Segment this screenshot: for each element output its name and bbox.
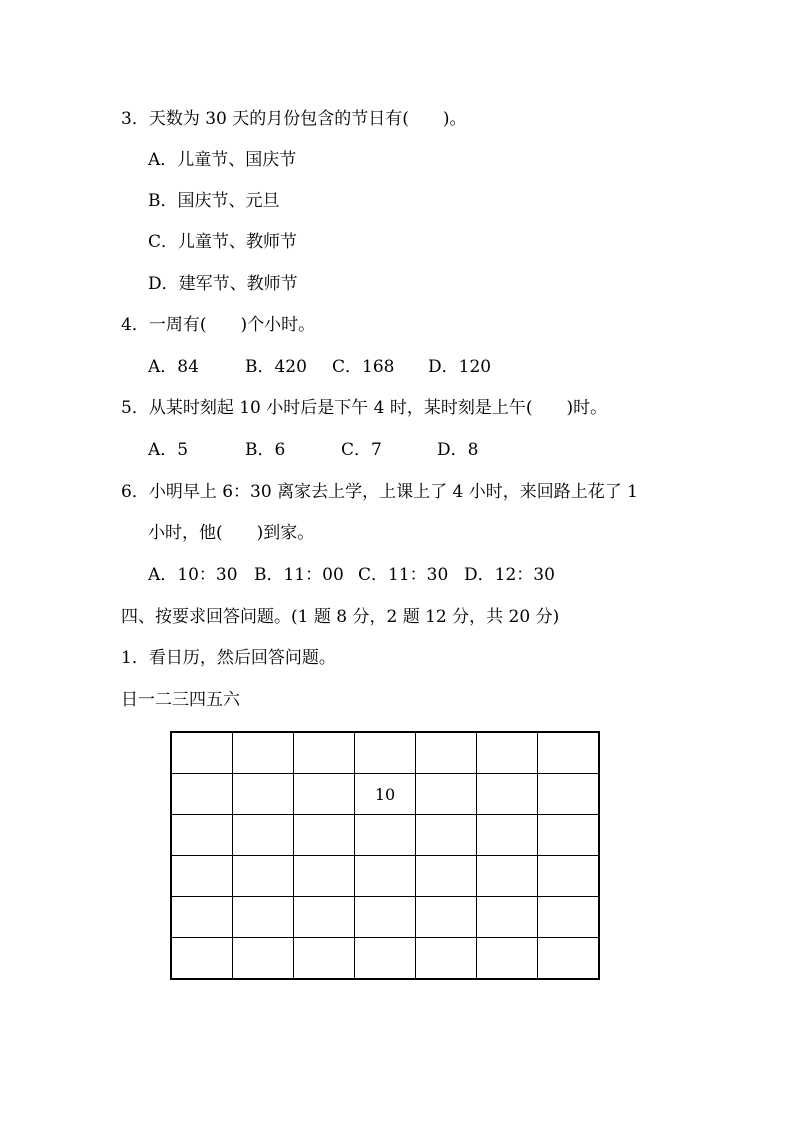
calendar-cell — [355, 732, 416, 774]
question-5-stem: 5．从某时刻起 10 小时后是下午 4 时，某时刻是上午( )时。 — [121, 398, 608, 418]
calendar-cell — [294, 732, 355, 774]
calendar-cell — [477, 732, 538, 774]
calendar-cell — [477, 856, 538, 897]
question-3-stem: 3．天数为 30 天的月份包含的节日有( )。 — [121, 109, 467, 129]
calendar-row — [171, 815, 599, 856]
question-6-option-a: A．10：30 — [148, 565, 238, 585]
calendar-cell-10: 10 — [355, 774, 416, 815]
calendar-row — [171, 732, 599, 774]
calendar-row — [171, 938, 599, 980]
question-4-option-a: A．84 — [148, 357, 199, 377]
calendar-cell — [233, 815, 294, 856]
calendar-cell — [171, 938, 233, 980]
calendar-cell — [538, 815, 600, 856]
calendar-row — [171, 856, 599, 897]
calendar-cell — [294, 897, 355, 938]
calendar-cell — [233, 856, 294, 897]
calendar-cell — [416, 856, 477, 897]
question-6-option-c: C．11：30 — [358, 565, 449, 585]
question-6-stem-line1: 6．小明早上 6：30 离家去上学，上课上了 4 小时，来回路上花了 1 — [121, 482, 638, 502]
weekday-header: 日一二三四五六 — [121, 690, 240, 710]
question-5-option-c: C．7 — [341, 440, 382, 460]
calendar-cell — [416, 815, 477, 856]
calendar-cell — [171, 732, 233, 774]
calendar-cell — [538, 732, 600, 774]
question-5-option-b: B．6 — [245, 440, 286, 460]
calendar-grid — [170, 731, 600, 980]
calendar-cell — [477, 774, 538, 815]
question-6-option-d: D．12：30 — [464, 565, 555, 585]
question-5-option-d: D．8 — [437, 440, 479, 460]
question-5-option-a: A．5 — [148, 440, 189, 460]
calendar-cell — [477, 938, 538, 980]
calendar-cell — [171, 897, 233, 938]
question-4-stem: 4．一周有( )个小时。 — [121, 315, 316, 335]
calendar-cell — [171, 815, 233, 856]
calendar-cell — [294, 774, 355, 815]
calendar-cell — [416, 732, 477, 774]
question-3-option-b: B．国庆节、元旦 — [148, 191, 280, 211]
calendar-cell — [233, 732, 294, 774]
calendar-cell — [538, 938, 600, 980]
calendar-cell — [294, 856, 355, 897]
question-6-option-b: B．11：00 — [254, 565, 344, 585]
calendar-cell — [355, 856, 416, 897]
section-4-heading: 四、按要求回答问题。(1 题 8 分，2 题 12 分，共 20 分) — [121, 607, 560, 627]
question-3-option-d: D．建军节、教师节 — [148, 274, 298, 294]
calendar-cell — [294, 938, 355, 980]
calendar-cell — [233, 938, 294, 980]
calendar-row — [171, 897, 599, 938]
calendar-cell — [233, 774, 294, 815]
calendar-cell — [538, 897, 600, 938]
calendar-cell — [416, 938, 477, 980]
question-4-option-c: C．168 — [332, 357, 395, 377]
calendar-cell — [355, 897, 416, 938]
calendar-cell — [477, 815, 538, 856]
question-3-option-a: A．儿童节、国庆节 — [148, 150, 297, 170]
calendar-cell — [355, 815, 416, 856]
question-4-option-d: D．120 — [428, 357, 492, 377]
calendar-cell — [171, 774, 233, 815]
question-4-option-b: B．420 — [245, 357, 307, 377]
calendar-cell — [477, 897, 538, 938]
section-4-question-1: 1．看日历，然后回答问题。 — [121, 648, 336, 668]
question-6-stem-line2: 小时，他( )到家。 — [148, 523, 315, 543]
calendar-row — [171, 774, 599, 815]
calendar-cell — [171, 856, 233, 897]
calendar-cell — [233, 897, 294, 938]
calendar-cell — [416, 897, 477, 938]
calendar-cell — [538, 856, 600, 897]
calendar-cell — [355, 938, 416, 980]
calendar-cell — [538, 774, 600, 815]
calendar-cell — [416, 774, 477, 815]
calendar-cell — [294, 815, 355, 856]
question-3-option-c: C．儿童节、教师节 — [148, 232, 298, 252]
